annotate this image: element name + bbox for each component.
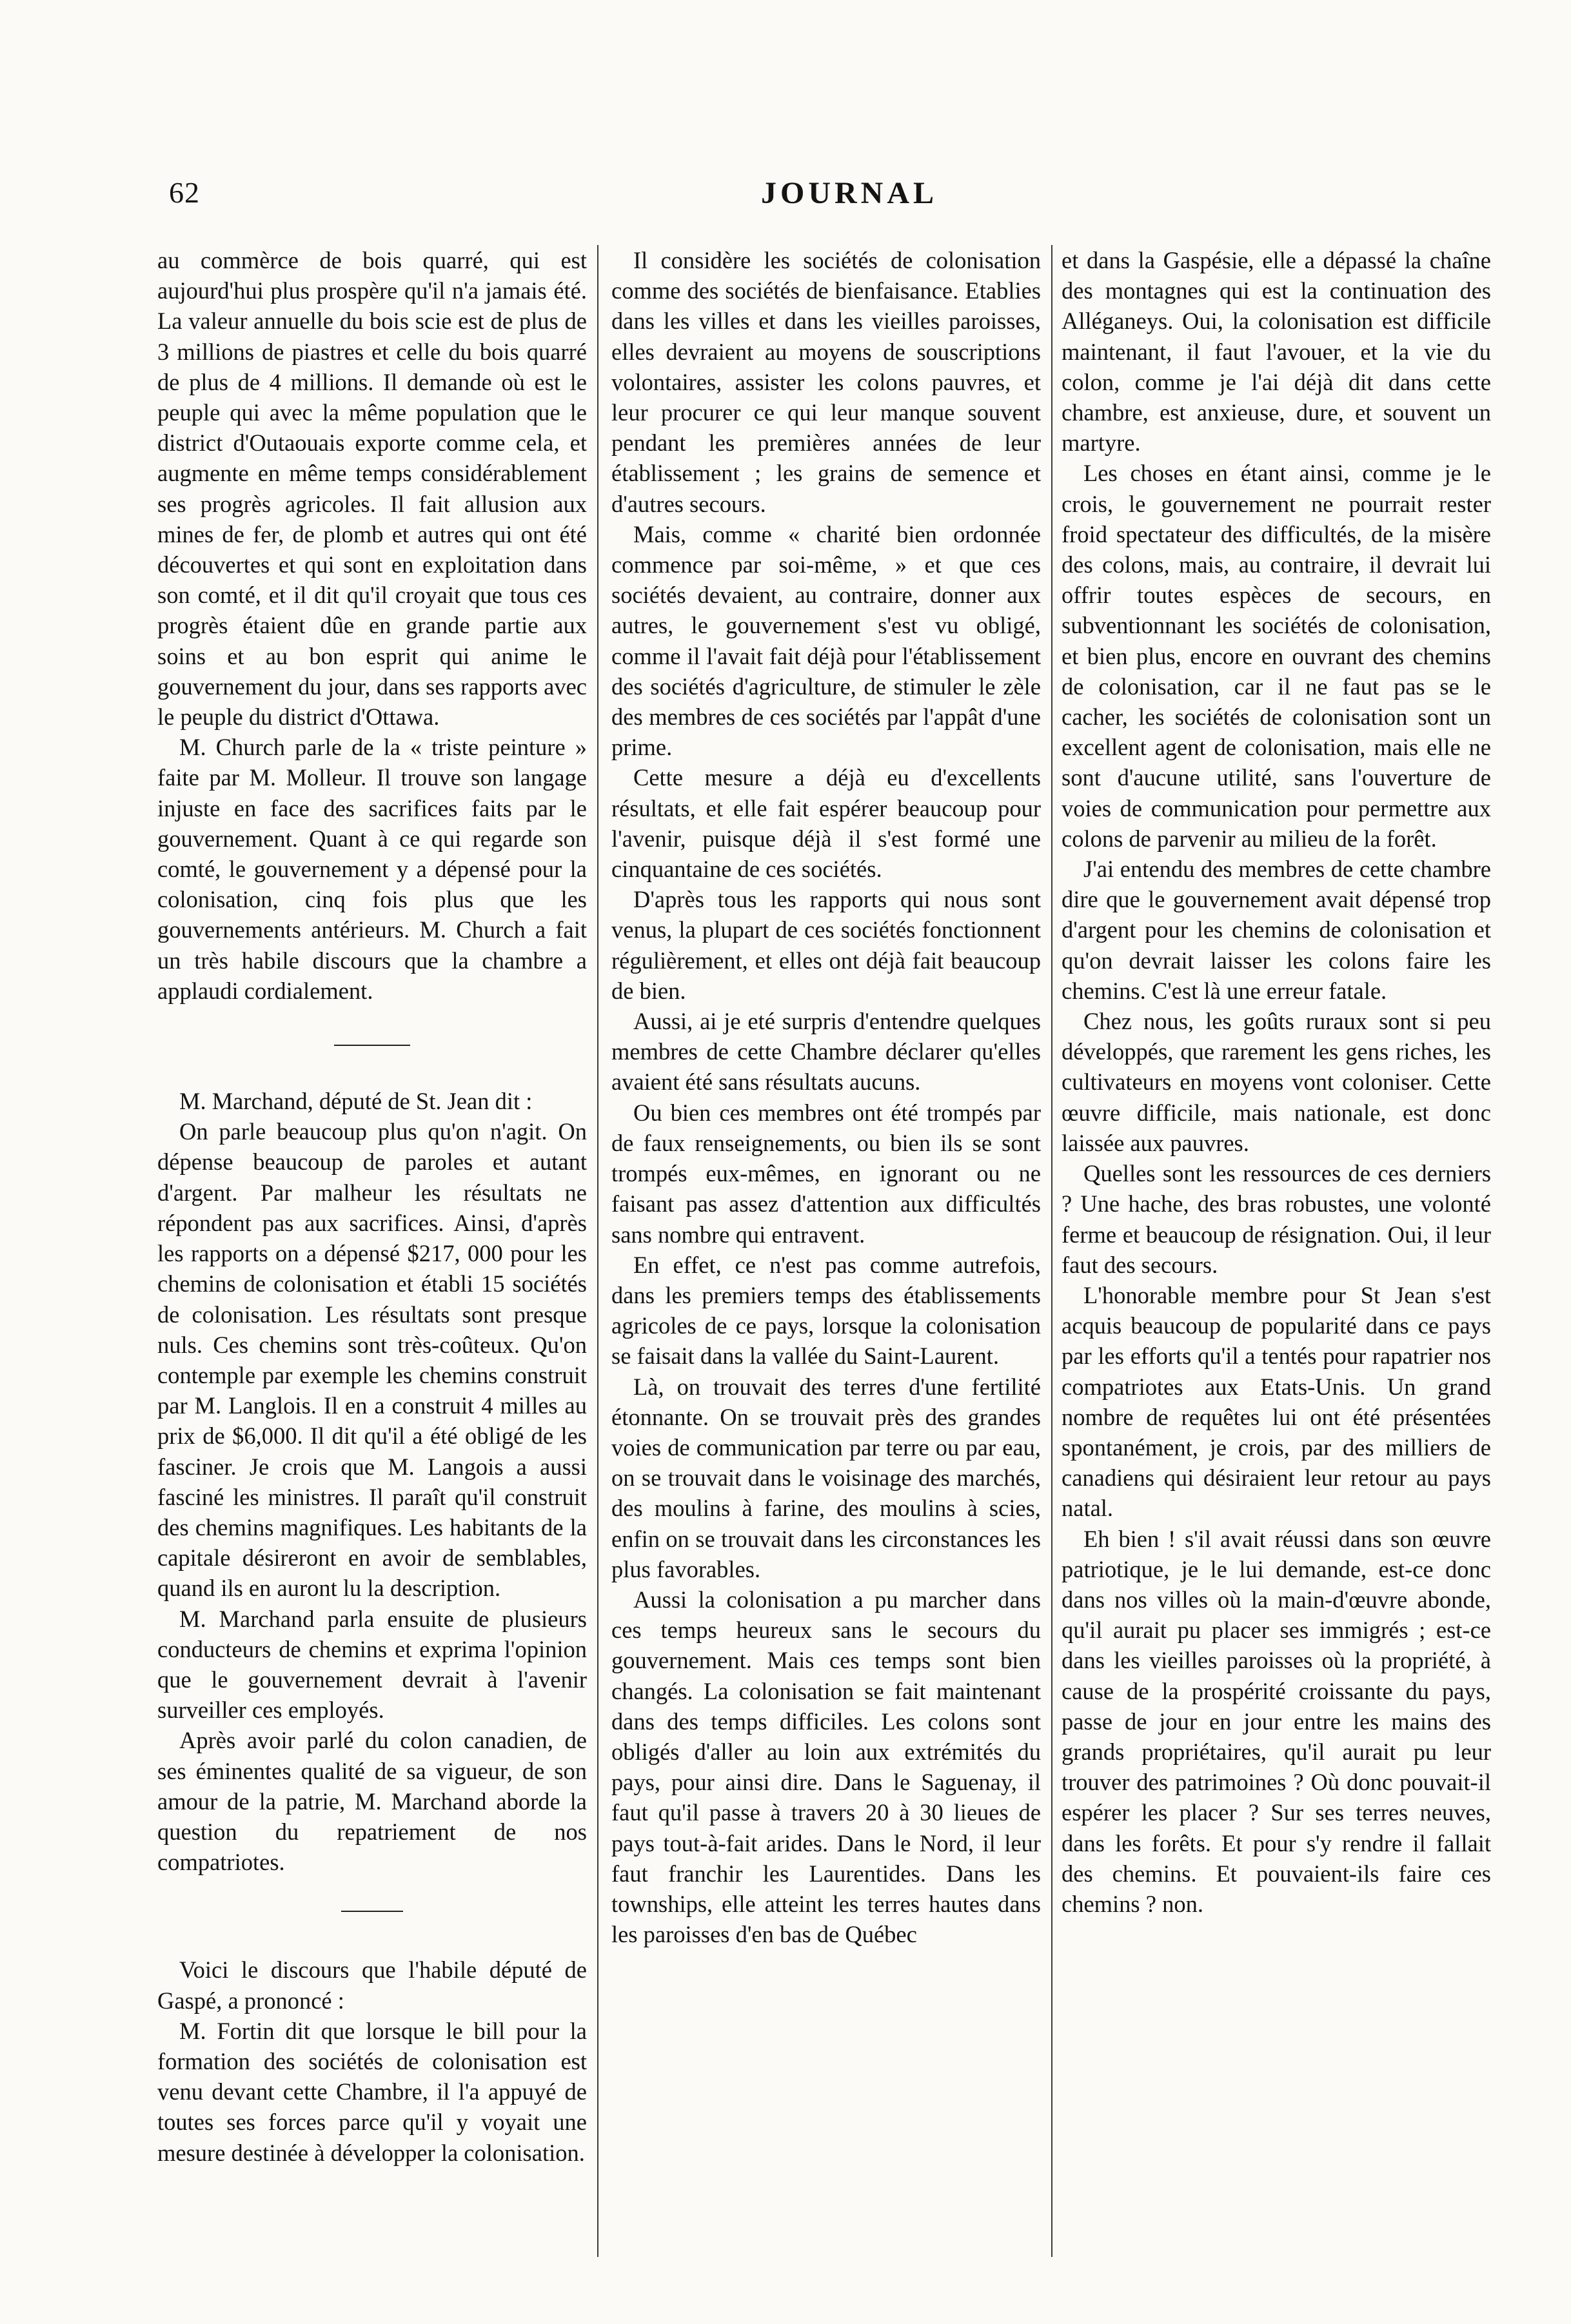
paragraph: En effet, ce n'est pas comme autrefois, dans les premiers temps des établissements agricoles de ce pays, lorsque la colonisation se faisait dans la vallée du Saint-Laurent.	[611, 1251, 1041, 1370]
paragraph: Voici le discours que l'habile député de Gaspé, a prononcé :	[157, 1956, 587, 2014]
column-rule	[1051, 245, 1052, 2257]
paragraph: J'ai entendu des membres de cette chambre dire que le gouvernement avait dépensé trop d'argent pour les chemins de colonisation et qu'on devrait laisser les colons faire les chemins. C'est là une erreur fatale.	[1062, 856, 1491, 1004]
paragraph: Mais, comme « charité bien ordonnée commence par soi-même, » et que ces sociétés devaient, au contraire, donner aux autres, le gouvernement s'est vu obligé, comme il l'avait fait déjà pour l'établissement des sociétés d'agriculture, de stimuler le zèle des membres de ces sociétés par l'appât d'une prime.	[611, 520, 1041, 761]
paragraph: M. Fortin dit que lorsque le bill pour la formation des sociétés de colonisation est venu devant cette Chambre, il l'a appuyé de toutes ses forces parce qu'il y voyait une mesure destinée à développer la colonisation.	[157, 2017, 587, 2166]
column-2	[611, 245, 1041, 2257]
paragraph: On parle beaucoup plus qu'on n'agit. On dépense beaucoup de paroles et autant d'argent. Par malheur les résultats ne répondent pas aux sacrifices. Ainsi, d'après les rapports on a dépensé $217, 000 pour les chemins de colonisation et établi 15 sociétés de colonisation. Les résultats sont presque nuls. Ces chemins sont très-coûteux. Qu'on contemple par exemple les chemins construit par M. Langlois. Il en a construit 4 milles au prix de $6,000. Il dit qu'il a été obligé de les fasciner. Je crois que M. Langois a aussi fasciné les ministres. Il paraît qu'il construit des chemins magnifiques. Les habitants de la capitale désireront en avoir de semblables, quand ils en auront lu la description.	[157, 1118, 587, 1602]
column-1	[157, 245, 587, 2257]
paragraph: Cette mesure a déjà eu d'excellents résultats, et elle fait espérer beaucoup pour l'avenir, puisque déjà il s'est formé une cinquantaine de ces sociétés.	[611, 764, 1041, 883]
paragraph: Les choses en étant ainsi, comme je le crois, le gouvernement ne pourrait rester froid spectateur des difficultés, de la misère des colons, mais, au contraire, il devrait lui offrir toutes espèces de secours, en subventionnant les sociétés de colonisation, et bien plus, encore en ouvrant des chemins de colonisation, car il ne faut pas se le cacher, les sociétés de colonisation sont un excellent agent de colonisation, mais elle ne sont d'aucune utilité, sans l'ouverture de voies de communication pour permettre aux colons de parvenir au milieu de la forêt.	[1062, 460, 1491, 852]
article-columns	[152, 245, 1491, 2257]
paragraph: et dans la Gaspésie, elle a dépassé la chaîne des montagnes qui est la continuation des Alléganeys. Oui, la colonisation est difficile maintenant, il faut l'avouer, et la vie du colon, comme je l'ai déjà dit dans cette chambre, est anxieuse, dure, et souvent un martyre.	[1062, 247, 1491, 457]
paragraph: Eh bien ! s'il avait réussi dans son œuvre patriotique, je le lui demande, est-ce donc dans nos villes où la main-d'œuvre abonde, qu'il aurait pu placer ses immigrés ; est-ce dans les vieilles paroisses où la propriété, à cause de la prospérité croissante du pays, passe de jour en jour entre les mains des grands propriétaires, qu'il aurait pu leur trouver des patrimoines ? Où donc pouvait-il espérer les placer ? Sur ses terres neuves, dans les forêts. Et pour s'y rendre il fallait des chemins. Et pouvaient-ils faire ces chemins ? non.	[1062, 1525, 1491, 1917]
paragraph: D'après tous les rapports qui nous sont venus, la plupart de ces sociétés fonctionnent régulièrement, et elles ont déjà fait beaucoup de bien.	[611, 886, 1041, 1004]
column-rule	[597, 245, 598, 2257]
paragraph: L'honorable membre pour St Jean s'est acquis beaucoup de popularité dans ce pays par les efforts qu'il a tentés pour rapatrier nos compatriotes aux Etats-Unis. Un grand nombre de requêtes lui ont été présentées spontanément, je crois, par des milliers de canadiens qui désiraient leur retour au pays natal.	[1062, 1281, 1491, 1522]
paragraph: Aussi, ai je eté surpris d'entendre quelques membres de cette Chambre déclarer qu'elles avaient été sans résultats aucuns.	[611, 1008, 1041, 1096]
paragraph: M. Church parle de la « triste peinture » faite par M. Molleur. Il trouve son langage injuste en face des sacrifices faits par le gouvernement. Quant à ce qui regarde son comté, le gouvernement y a dépensé pour la colonisation, cinq fois plus que les gouvernements antérieurs. M. Church a fait un très habile discours que la chambre a applaudi cordialement.	[157, 734, 587, 1004]
paragraph: Là, on trouvait des terres d'une fertilité étonnante. On se trouvait près des grandes voies de communication par terre ou par eau, on se trouvait dans le voisinage des marchés, des moulins à farine, des moulins à scies, enfin on se trouvait dans les circonstances les plus favorables.	[611, 1373, 1041, 1582]
paragraph: Quelles sont les ressources de ces derniers ? Une hache, des bras robustes, une volonté ferme et beaucoup de résignation. Oui, il leur faut des secours.	[1062, 1160, 1491, 1278]
section-divider	[334, 1045, 410, 1046]
paragraph: Ou bien ces membres ont été trompés par de faux renseignements, ou bien ils se sont trompés eux-mêmes, en ignorant ou ne faisant pas assez d'attention aux difficultés sans nombre qui entravent.	[611, 1099, 1041, 1248]
paragraph: Aussi la colonisation a pu marcher dans ces temps heureux sans le secours du gouvernement. Mais ces temps sont bien changés. La colonisation se fait maintenant dans des temps difficiles. Les colons sont obligés d'aller au loin aux extrémités du pays, pour ainsi dire. Dans le Saguenay, il faut qu'il passe à travers 20 à 30 lieues de pays tout-à-fait arides. Dans le Nord, il leur faut franchir les Laurentides. Dans les townships, elle atteint les terres hautes dans les paroisses d'en bas de Québec	[611, 1586, 1041, 1948]
paragraph: Après avoir parlé du colon canadien, de ses éminentes qualité de sa vigueur, de son amour de la patrie, M. Marchand aborde la question du repatriement de nos compatriotes.	[157, 1727, 587, 1876]
paragraph: Chez nous, les goûts ruraux sont si peu développés, que rarement les gens riches, les cultivateurs en moyens vont coloniser. Cette œuvre difficile, mais nationale, est donc laissée aux pauvres.	[1062, 1008, 1491, 1156]
paragraph: M. Marchand, député de St. Jean dit :	[179, 1088, 533, 1115]
section-divider	[341, 1911, 403, 1912]
paragraph: M. Marchand parla ensuite de plusieurs conducteurs de chemins et exprima l'opinion que le gouvernement devrait à l'avenir surveiller ces employés.	[157, 1605, 587, 1724]
paragraph: Il considère les sociétés de colonisation comme des sociétés de bienfaisance. Etablies dans les villes et dans les vieilles paroisses, elles devraient au moyens de souscriptions volontaires, assister les colons pauvres, et leur procurer ce qui leur manque souvent pendant les premières années de leur établissement ; les grains de semence et d'autres secours.	[611, 247, 1041, 517]
page-header	[0, 0, 1571, 232]
column-3	[1062, 245, 1491, 2257]
paragraph: au commèrce de bois quarré, qui est aujourd'hui plus prospère qu'il n'a jamais été. La valeur annuelle du bois scie est de plus de 3 millions de piastres et celle du bois quarré de plus de 4 millions. Il demande où est le peuple qui avec la même population que le district d'Outaouais exporte comme cela, et augmente en même temps considérablement ses progrès agricoles. Il fait allusion aux mines de fer, de plomb et autres qui ont été découvertes et qui sont en exploitation dans son comté, et il dit qu'il croyait que tous ces progrès étaient dûe en grande partie aux soins et au bon esprit qui anime le gouvernement du jour, dans ses rapports avec le peuple du district d'Ottawa.	[157, 247, 587, 731]
running-title: JOURNAL	[761, 176, 938, 210]
page-number: 62	[169, 176, 200, 209]
